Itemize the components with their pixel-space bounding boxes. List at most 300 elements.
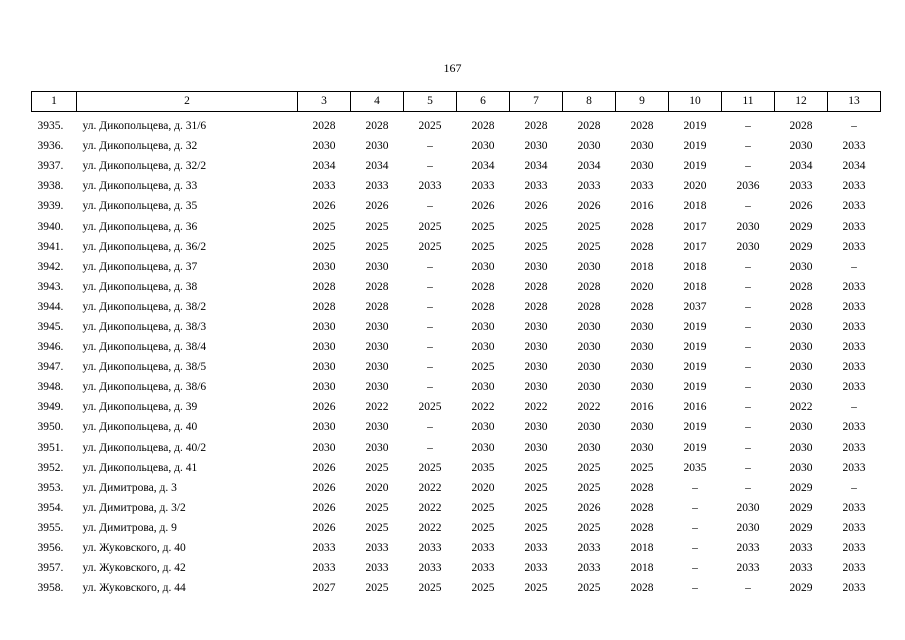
year-cell: –	[851, 260, 857, 273]
year-cell: 2026	[577, 501, 601, 514]
year-cell: 2025	[524, 240, 548, 253]
year-cell: 2030	[630, 421, 654, 434]
year-cell: 2033	[842, 180, 866, 193]
year-cell: 2028	[789, 120, 813, 133]
row-number-cell: 3945.	[37, 320, 64, 333]
address-cell: ул. Дикопольцева, д. 38/3	[82, 320, 207, 333]
year-cell: 2025	[471, 582, 495, 595]
year-cell: 2029	[789, 582, 813, 595]
address-cell: ул. Дикопольцева, д. 38/2	[82, 300, 207, 313]
year-cell: 2018	[683, 260, 707, 273]
year-cell: –	[745, 421, 751, 434]
address-cell: ул. Жуковского, д. 44	[82, 582, 186, 595]
year-cell: 2025	[365, 461, 389, 474]
year-cell: 2030	[471, 341, 495, 354]
year-cell: –	[427, 140, 433, 153]
row-number-cell: 3951.	[37, 441, 64, 454]
column-header: 11	[722, 92, 775, 112]
column-header: 6	[457, 92, 510, 112]
year-cell: –	[745, 481, 751, 494]
year-cell: 2018	[630, 260, 654, 273]
year-cell: 2033	[418, 562, 442, 575]
year-cell: 2016	[630, 200, 654, 213]
year-cell: 2018	[630, 562, 654, 575]
year-cell: –	[692, 582, 698, 595]
address-cell: ул. Дикопольцева, д. 32	[82, 140, 198, 153]
year-cell: 2028	[524, 120, 548, 133]
year-cell: 2028	[365, 120, 389, 133]
year-cell: 2034	[842, 160, 866, 173]
year-cell: 2030	[789, 461, 813, 474]
year-cell: 2028	[524, 300, 548, 313]
year-cell: 2028	[312, 120, 336, 133]
year-cell: 2033	[842, 441, 866, 454]
year-cell: 2030	[471, 441, 495, 454]
year-cell: 2025	[524, 521, 548, 534]
year-cell: –	[745, 461, 751, 474]
year-cell: 2033	[842, 361, 866, 374]
year-cell: 2033	[842, 220, 866, 233]
year-cell: 2028	[524, 280, 548, 293]
table-row	[32, 397, 881, 417]
address-cell: ул. Дикопольцева, д. 38/4	[82, 341, 207, 354]
year-cell: 2030	[630, 441, 654, 454]
year-cell: –	[427, 441, 433, 454]
year-cell: 2025	[312, 220, 336, 233]
year-cell: 2033	[842, 501, 866, 514]
year-cell: 2029	[789, 220, 813, 233]
year-cell: 2030	[789, 341, 813, 354]
year-cell: 2033	[418, 542, 442, 555]
year-cell: 2018	[683, 280, 707, 293]
year-cell: –	[745, 300, 751, 313]
year-cell: 2033	[842, 240, 866, 253]
year-cell: –	[745, 280, 751, 293]
year-cell: –	[745, 341, 751, 354]
address-cell: ул. Дикопольцева, д. 32/2	[82, 160, 207, 173]
year-cell: 2026	[312, 401, 336, 414]
year-cell: 2033	[365, 562, 389, 575]
year-cell: 2033	[471, 562, 495, 575]
address-cell: ул. Димитрова, д. 3	[82, 481, 177, 494]
year-cell: –	[427, 421, 433, 434]
year-cell: 2033	[365, 180, 389, 193]
year-cell: 2034	[365, 160, 389, 173]
address-cell: ул. Дикопольцева, д. 35	[82, 200, 198, 213]
table-row	[32, 498, 881, 518]
year-cell: –	[692, 481, 698, 494]
year-cell: 2030	[471, 260, 495, 273]
address-cell: ул. Дикопольцева, д. 41	[82, 461, 198, 474]
year-cell: 2019	[683, 341, 707, 354]
year-cell: 2025	[524, 501, 548, 514]
year-cell: 2019	[683, 140, 707, 153]
year-cell: 2033	[577, 562, 601, 575]
year-cell: 2028	[630, 582, 654, 595]
year-cell: 2030	[736, 240, 760, 253]
table-row	[32, 458, 881, 478]
year-cell: 2028	[630, 501, 654, 514]
year-cell: 2033	[842, 461, 866, 474]
year-cell: 2033	[312, 562, 336, 575]
year-cell: 2033	[524, 542, 548, 555]
year-cell: 2030	[524, 320, 548, 333]
year-cell: 2033	[789, 542, 813, 555]
column-header: 3	[298, 92, 351, 112]
year-cell: 2025	[418, 240, 442, 253]
year-cell: 2030	[736, 521, 760, 534]
year-cell: 2030	[312, 260, 336, 273]
year-cell: 2025	[418, 401, 442, 414]
year-cell: 2019	[683, 381, 707, 394]
year-cell: 2030	[630, 320, 654, 333]
year-cell: –	[745, 361, 751, 374]
year-cell: –	[851, 120, 857, 133]
year-cell: 2026	[312, 200, 336, 213]
year-cell: 2030	[789, 421, 813, 434]
year-cell: 2034	[577, 160, 601, 173]
year-cell: 2030	[789, 381, 813, 394]
table-row	[32, 156, 881, 176]
table-row	[32, 357, 881, 377]
year-cell: 2025	[577, 521, 601, 534]
year-cell: 2033	[842, 381, 866, 394]
year-cell: 2025	[471, 501, 495, 514]
column-header: 10	[669, 92, 722, 112]
year-cell: 2030	[365, 421, 389, 434]
year-cell: 2030	[789, 441, 813, 454]
year-cell: 2019	[683, 320, 707, 333]
column-header: 2	[77, 92, 298, 112]
year-cell: 2020	[630, 280, 654, 293]
table-row	[32, 237, 881, 257]
year-cell: 2017	[683, 240, 707, 253]
year-cell: 2033	[789, 562, 813, 575]
year-cell: 2030	[789, 260, 813, 273]
year-cell: 2028	[630, 481, 654, 494]
year-cell: 2022	[471, 401, 495, 414]
year-cell: 2030	[577, 320, 601, 333]
year-cell: –	[745, 441, 751, 454]
year-cell: –	[427, 160, 433, 173]
year-cell: 2037	[683, 300, 707, 313]
year-cell: 2030	[365, 441, 389, 454]
row-number-cell: 3949.	[37, 401, 64, 414]
table-row	[32, 337, 881, 357]
year-cell: 2030	[471, 421, 495, 434]
address-cell: ул. Дикопольцева, д. 38/5	[82, 361, 207, 374]
year-cell: 2033	[312, 180, 336, 193]
column-header: 9	[616, 92, 669, 112]
year-cell: 2028	[630, 521, 654, 534]
year-cell: –	[745, 320, 751, 333]
year-cell: 2020	[365, 481, 389, 494]
address-cell: ул. Димитрова, д. 3/2	[82, 501, 186, 514]
address-cell: ул. Димитрова, д. 9	[82, 521, 177, 534]
table-row	[32, 176, 881, 196]
housing-register-table	[31, 91, 881, 598]
year-cell: 2033	[630, 180, 654, 193]
year-cell: 2025	[365, 220, 389, 233]
year-cell: 2026	[789, 200, 813, 213]
table-row	[32, 578, 881, 598]
year-cell: 2025	[365, 240, 389, 253]
year-cell: –	[745, 160, 751, 173]
year-cell: 2028	[630, 220, 654, 233]
year-cell: 2030	[312, 140, 336, 153]
year-cell: 2033	[365, 542, 389, 555]
year-cell: 2018	[683, 200, 707, 213]
row-number-cell: 3954.	[37, 501, 64, 514]
table-row	[32, 478, 881, 498]
year-cell: 2030	[789, 320, 813, 333]
year-cell: 2033	[842, 280, 866, 293]
year-cell: 2033	[842, 300, 866, 313]
table-row	[32, 377, 881, 397]
row-number-cell: 3946.	[37, 341, 64, 354]
year-cell: 2033	[842, 562, 866, 575]
year-cell: 2020	[683, 180, 707, 193]
year-cell: 2030	[365, 381, 389, 394]
table-row	[32, 257, 881, 277]
year-cell: 2025	[577, 240, 601, 253]
year-cell: –	[427, 320, 433, 333]
year-cell: 2025	[577, 220, 601, 233]
year-cell: –	[692, 521, 698, 534]
row-number-cell: 3936.	[37, 140, 64, 153]
year-cell: 2025	[312, 240, 336, 253]
year-cell: 2033	[842, 341, 866, 354]
row-number-cell: 3948.	[37, 381, 64, 394]
year-cell: 2033	[789, 180, 813, 193]
year-cell: 2033	[842, 421, 866, 434]
year-cell: 2026	[577, 200, 601, 213]
year-cell: 2033	[842, 200, 866, 213]
row-number-cell: 3938.	[37, 180, 64, 193]
year-cell: 2025	[471, 220, 495, 233]
row-number-cell: 3943.	[37, 280, 64, 293]
table-body	[32, 112, 881, 599]
address-cell: ул. Дикопольцева, д. 38	[82, 280, 198, 293]
year-cell: 2022	[418, 501, 442, 514]
address-cell: ул. Дикопольцева, д. 31/6	[82, 120, 207, 133]
year-cell: 2030	[365, 320, 389, 333]
year-cell: 2030	[789, 361, 813, 374]
column-header: 5	[404, 92, 457, 112]
year-cell: 2030	[524, 260, 548, 273]
address-cell: ул. Дикопольцева, д. 39	[82, 401, 198, 414]
year-cell: 2035	[683, 461, 707, 474]
year-cell: 2028	[630, 300, 654, 313]
row-number-cell: 3955.	[37, 521, 64, 534]
year-cell: 2030	[577, 441, 601, 454]
year-cell: 2033	[842, 542, 866, 555]
year-cell: 2030	[365, 140, 389, 153]
year-cell: 2033	[842, 140, 866, 153]
year-cell: –	[427, 200, 433, 213]
row-number-cell: 3956.	[37, 542, 64, 555]
year-cell: 2030	[524, 361, 548, 374]
year-cell: 2026	[312, 481, 336, 494]
year-cell: 2029	[789, 481, 813, 494]
year-cell: –	[427, 260, 433, 273]
year-cell: 2033	[842, 521, 866, 534]
year-cell: 2025	[524, 481, 548, 494]
year-cell: 2026	[365, 200, 389, 213]
year-cell: 2028	[471, 120, 495, 133]
year-cell: 2033	[577, 542, 601, 555]
year-cell: 2034	[312, 160, 336, 173]
year-cell: 2026	[312, 501, 336, 514]
year-cell: 2030	[630, 341, 654, 354]
year-cell: 2022	[789, 401, 813, 414]
year-cell: 2016	[683, 401, 707, 414]
row-number-cell: 3939.	[37, 200, 64, 213]
year-cell: 2030	[312, 341, 336, 354]
year-cell: 2034	[524, 160, 548, 173]
year-cell: 2028	[577, 120, 601, 133]
year-cell: 2030	[736, 501, 760, 514]
year-cell: –	[692, 542, 698, 555]
year-cell: 2030	[524, 421, 548, 434]
row-number-cell: 3937.	[37, 160, 64, 173]
row-number-cell: 3953.	[37, 481, 64, 494]
year-cell: 2030	[312, 421, 336, 434]
year-cell: 2025	[471, 240, 495, 253]
year-cell: 2033	[471, 180, 495, 193]
table-row	[32, 136, 881, 156]
year-cell: 2025	[630, 461, 654, 474]
year-cell: 2030	[577, 341, 601, 354]
year-cell: 2026	[312, 461, 336, 474]
table-row	[32, 417, 881, 437]
year-cell: 2028	[471, 280, 495, 293]
year-cell: 2030	[577, 381, 601, 394]
year-cell: 2025	[524, 461, 548, 474]
year-cell: 2028	[312, 280, 336, 293]
year-cell: 2033	[418, 180, 442, 193]
year-cell: 2030	[630, 381, 654, 394]
year-cell: 2030	[577, 421, 601, 434]
year-cell: –	[745, 120, 751, 133]
year-cell: 2025	[577, 481, 601, 494]
year-cell: 2026	[312, 521, 336, 534]
year-cell: 2030	[524, 381, 548, 394]
year-cell: –	[851, 481, 857, 494]
table-row	[32, 438, 881, 458]
year-cell: 2030	[524, 140, 548, 153]
year-cell: 2028	[630, 120, 654, 133]
year-cell: 2030	[312, 361, 336, 374]
column-header: 12	[775, 92, 828, 112]
year-cell: 2025	[471, 361, 495, 374]
year-cell: 2030	[577, 260, 601, 273]
address-cell: ул. Дикопольцева, д. 36/2	[82, 240, 207, 253]
year-cell: 2030	[471, 381, 495, 394]
table-row	[32, 196, 881, 216]
year-cell: 2030	[365, 260, 389, 273]
year-cell: 2025	[365, 582, 389, 595]
row-number-cell: 3957.	[37, 562, 64, 575]
row-number-cell: 3940.	[37, 220, 64, 233]
year-cell: 2025	[577, 461, 601, 474]
table-row	[32, 112, 881, 137]
year-cell: –	[427, 381, 433, 394]
year-cell: 2025	[365, 501, 389, 514]
row-number-cell: 3941.	[37, 240, 64, 253]
year-cell: –	[745, 260, 751, 273]
year-cell: 2025	[418, 582, 442, 595]
year-cell: 2019	[683, 361, 707, 374]
year-cell: 2022	[418, 521, 442, 534]
table-row	[32, 317, 881, 337]
year-cell: 2019	[683, 160, 707, 173]
column-header: 7	[510, 92, 563, 112]
year-cell: 2017	[683, 220, 707, 233]
year-cell: –	[427, 300, 433, 313]
table-row	[32, 538, 881, 558]
year-cell: 2028	[471, 300, 495, 313]
year-cell: –	[745, 401, 751, 414]
year-cell: 2033	[471, 542, 495, 555]
row-number-cell: 3947.	[37, 361, 64, 374]
year-cell: –	[745, 200, 751, 213]
year-cell: 2026	[471, 200, 495, 213]
address-cell: ул. Дикопольцева, д. 40	[82, 421, 198, 434]
table-row	[32, 518, 881, 538]
year-cell: 2030	[365, 341, 389, 354]
year-cell: 2030	[471, 140, 495, 153]
row-number-cell: 3958.	[37, 582, 64, 595]
row-number-cell: 3942.	[37, 260, 64, 273]
year-cell: 2030	[789, 140, 813, 153]
year-cell: 2029	[789, 521, 813, 534]
year-cell: 2033	[736, 562, 760, 575]
year-cell: –	[427, 361, 433, 374]
year-cell: 2025	[524, 582, 548, 595]
year-cell: 2028	[789, 280, 813, 293]
year-cell: 2025	[418, 220, 442, 233]
year-cell: 2033	[577, 180, 601, 193]
year-cell: –	[427, 341, 433, 354]
row-number-cell: 3944.	[37, 300, 64, 313]
address-cell: ул. Дикопольцева, д. 36	[82, 220, 198, 233]
year-cell: –	[692, 562, 698, 575]
year-cell: 2025	[577, 582, 601, 595]
year-cell: 2030	[630, 361, 654, 374]
year-cell: 2025	[418, 461, 442, 474]
year-cell: 2028	[630, 240, 654, 253]
year-cell: 2028	[312, 300, 336, 313]
column-header: 8	[563, 92, 616, 112]
row-number-cell: 3952.	[37, 461, 64, 474]
row-number-cell: 3950.	[37, 421, 64, 434]
year-cell: 2018	[630, 542, 654, 555]
table-row	[32, 558, 881, 578]
year-cell: 2028	[365, 280, 389, 293]
column-header: 1	[32, 92, 77, 112]
row-number-cell: 3935.	[37, 120, 64, 133]
address-cell: ул. Жуковского, д. 40	[82, 542, 186, 555]
table-row	[32, 297, 881, 317]
year-cell: 2019	[683, 421, 707, 434]
year-cell: 2030	[736, 220, 760, 233]
column-number-header-row	[32, 92, 881, 112]
address-cell: ул. Дикопольцева, д. 33	[82, 180, 198, 193]
year-cell: –	[692, 501, 698, 514]
year-cell: 2033	[312, 542, 336, 555]
year-cell: 2033	[524, 562, 548, 575]
